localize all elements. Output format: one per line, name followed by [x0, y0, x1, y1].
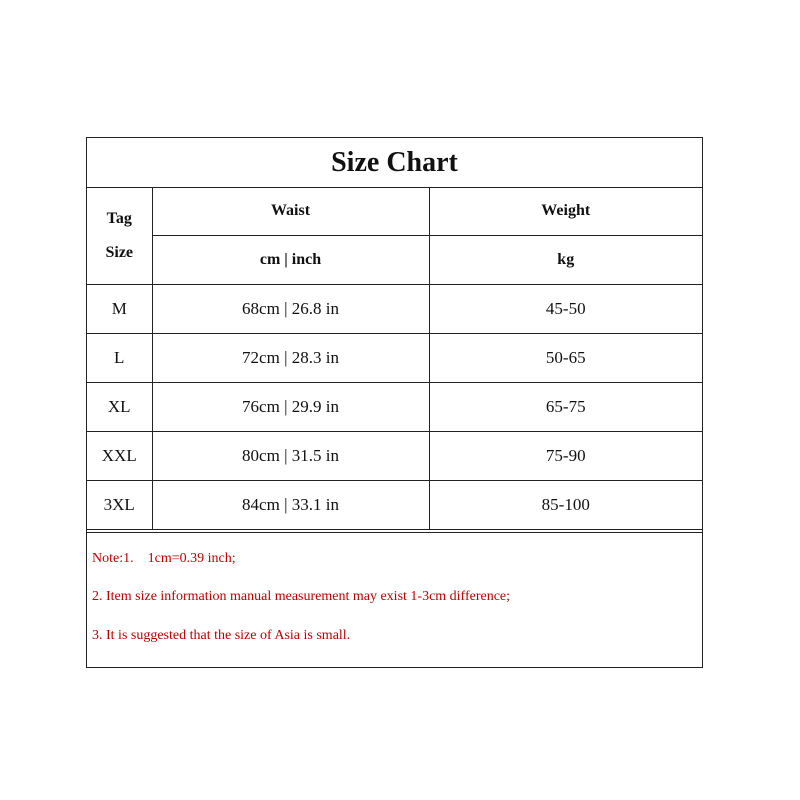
- note-1-text: 1cm=0.39 inch;: [147, 551, 236, 566]
- note-1-prefix: Note:1.: [92, 551, 134, 566]
- waist-cell: 80cm | 31.5 in: [152, 432, 429, 481]
- note-3: 3. It is suggested that the size of Asia is small.: [92, 628, 351, 643]
- waist-cell: 76cm | 29.9 in: [152, 383, 429, 432]
- note-1: [92, 551, 236, 567]
- tag-size-header: [87, 187, 152, 285]
- size-chart: [86, 137, 703, 668]
- note-2: 2. Item size information manual measurement may exist 1-3cm difference;: [92, 589, 511, 604]
- table-row: [87, 334, 702, 383]
- weight-cell: 85-100: [429, 481, 702, 530]
- weight-cell: 50-65: [429, 334, 702, 383]
- size-cell: 3XL: [87, 481, 152, 530]
- size-table: [87, 187, 702, 530]
- header-row: [87, 187, 702, 236]
- table-row: [87, 432, 702, 481]
- size-cell: XL: [87, 383, 152, 432]
- waist-cell: 84cm | 33.1 in: [152, 481, 429, 530]
- size-cell: XXL: [87, 432, 152, 481]
- chart-title: Size Chart: [87, 138, 702, 188]
- waist-unit-header: cm | inch: [152, 236, 429, 285]
- waist-cell: 68cm | 26.8 in: [152, 285, 429, 334]
- notes-section: [87, 532, 702, 668]
- tag-header-line1: Tag: [106, 209, 132, 227]
- waist-header: Waist: [152, 187, 429, 236]
- size-cell: L: [87, 334, 152, 383]
- unit-row: [87, 236, 702, 285]
- weight-cell: 45-50: [429, 285, 702, 334]
- weight-header: Weight: [429, 187, 702, 236]
- table-row: [87, 285, 702, 334]
- tag-header-line2: Size: [105, 243, 134, 261]
- weight-cell: 65-75: [429, 383, 702, 432]
- weight-unit-header: kg: [429, 236, 702, 285]
- size-cell: M: [87, 285, 152, 334]
- weight-cell: 75-90: [429, 432, 702, 481]
- waist-cell: 72cm | 28.3 in: [152, 334, 429, 383]
- table-row: [87, 383, 702, 432]
- table-row: [87, 481, 702, 530]
